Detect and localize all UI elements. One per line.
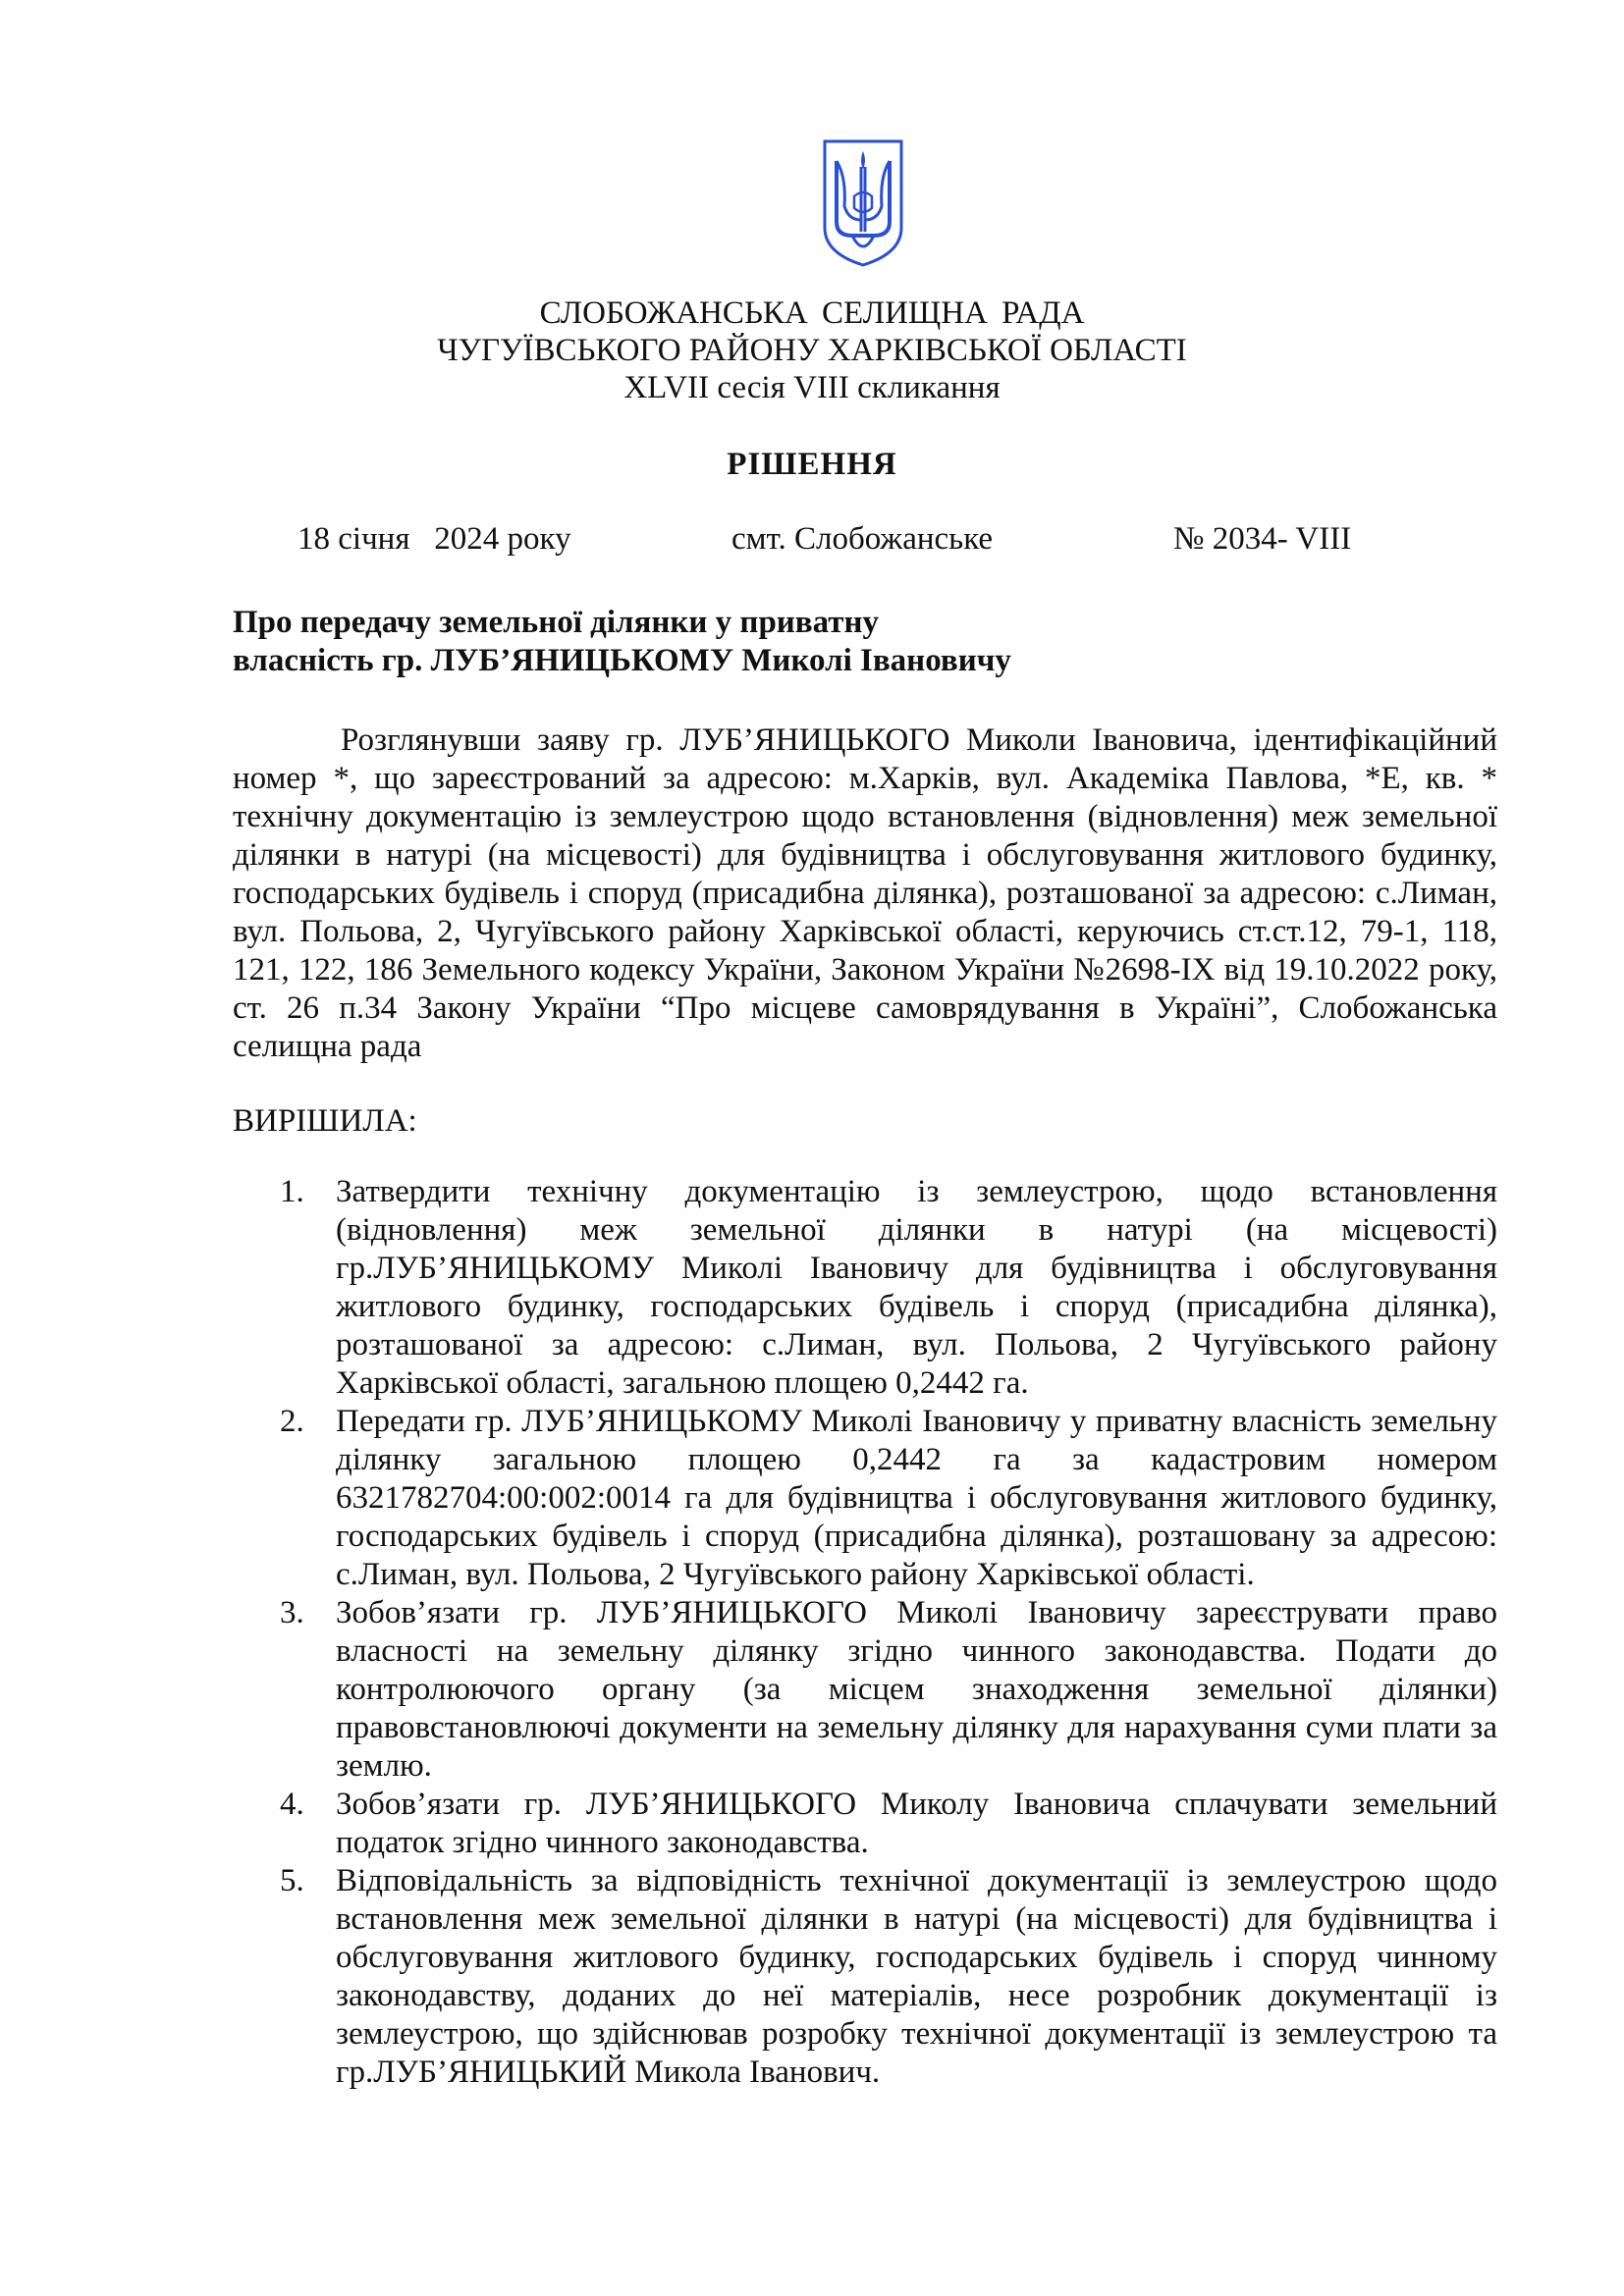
- item-text: Відповідальність за відповідність технічної документації із землеустрою щодо встановлення меж земельної ділянки в натурі (на місцевості) для будівництва і обслуговування житлового будинку, господарських будівель і споруд чинному законодавству, доданих до неї матеріалів, несе розробник документації із землеустрою, що здійснював розробку технічної документації із землеустрою та гр.ЛУБ’ЯНИЦЬКИЙ Микола Іванович.: [336, 1863, 1497, 2090]
- resolution-list: [233, 1173, 1497, 2092]
- district-name: ЧУГУЇВСЬКОГО РАЙОНУ ХАРКІВСЬКОЇ ОБЛАСТІ: [437, 333, 1187, 368]
- resolved-heading: ВИРІШИЛА:: [233, 1103, 417, 1139]
- item-number: 5.: [280, 1863, 304, 1898]
- item-number: 2.: [280, 1404, 304, 1439]
- item-text: Затвердити технічну документацію із землеустрою, щодо встановлення (відновлення) меж земельної ділянки в натурі (на місцевості) гр.ЛУБ’ЯНИЦЬКОМУ Миколі Івановичу для будівництва і обслуговування житлового будинку, господарських будівель і споруд (присадибна ділянка), розташованої за адресою: с.Лиман, вул. Польова, 2 Чугуївського району Харківської області, загальною площею 0,2442 га.: [336, 1174, 1497, 1401]
- subject-line: Про передачу земельної ділянки у приватну: [233, 605, 880, 640]
- coat-of-arms-icon: [819, 137, 907, 269]
- decision-number: № 2034- VIII: [1173, 521, 1352, 557]
- list-item: [233, 1173, 1497, 1403]
- item-text: Передати гр. ЛУБ’ЯНИЦЬКОМУ Миколі Івановичу у приватну власність земельну ділянку загальною площею 0,2442 га за кадастровим номером 6321782704:00:002:0014 га для будівництва і обслуговування житлового будинку, господарських будівель і споруд (присадибна ділянка), розташовану за адресою: с.Лиман, вул. Польова, 2 Чугуївського району Харківської області.: [336, 1404, 1497, 1592]
- item-number: 3.: [280, 1595, 304, 1630]
- council-name: СЛОБОЖАНСЬКА СЕЛИЩНА РАДА: [539, 295, 1085, 331]
- list-item: [233, 1862, 1497, 2092]
- subject-line: власність гр. ЛУБ’ЯНИЦЬКОМУ Миколі Івановичу: [233, 643, 1011, 678]
- list-item: [233, 1403, 1497, 1594]
- decision-place: смт. Слобожанське: [731, 521, 994, 557]
- document-title: РІШЕННЯ: [727, 447, 897, 482]
- decision-subject: [233, 604, 1011, 680]
- item-number: 4.: [280, 1787, 304, 1822]
- item-text: Зобов’язати гр. ЛУБ’ЯНИЦЬКОГО Миколу Івановича сплачувати земельний податок згідно чинного законодавства.: [336, 1787, 1497, 1860]
- item-number: 1.: [280, 1174, 304, 1209]
- preamble-paragraph: Розглянувши заяву гр. ЛУБ’ЯНИЦЬКОГО Миколи Івановича, ідентифікаційний номер *, що зареєстрований за адресою: м.Харків, вул. Академіка Павлова, *Е, кв. * технічну документацію із землеустрою щодо встановлення (відновлення) меж земельної ділянки в натурі (на місцевості) для будівництва і обслуговування житлового будинку, господарських будівель і споруд (присадибна ділянка), розташованої за адресою: с.Лиман, вул. Польова, 2, Чугуївського району Харківської області, керуючись ст.ст.12, 79-1, 118, 121, 122, 186 Земельного кодексу України, Законом України №2698-IX від 19.10.2022 року, ст. 26 п.34 Закону України “Про місцеве самоврядування в Україні”, Слобожанська селищна рада: [233, 722, 1497, 1064]
- item-text: Зобов’язати гр. ЛУБ’ЯНИЦЬКОГО Миколі Івановичу зареєструвати право власності на земельну ділянку згідно чинного законодавства. Подати до контролюючого органу (за місцем знаходження земельної ділянки) правовстановлюючі документи на земельну ділянку для нарахування суми плати за землю.: [336, 1595, 1497, 1784]
- session-info: XLVII сесія VIII скликання: [623, 370, 1001, 405]
- decision-date: 18 січня 2024 року: [298, 521, 571, 557]
- list-item: [233, 1594, 1497, 1786]
- list-item: [233, 1786, 1497, 1862]
